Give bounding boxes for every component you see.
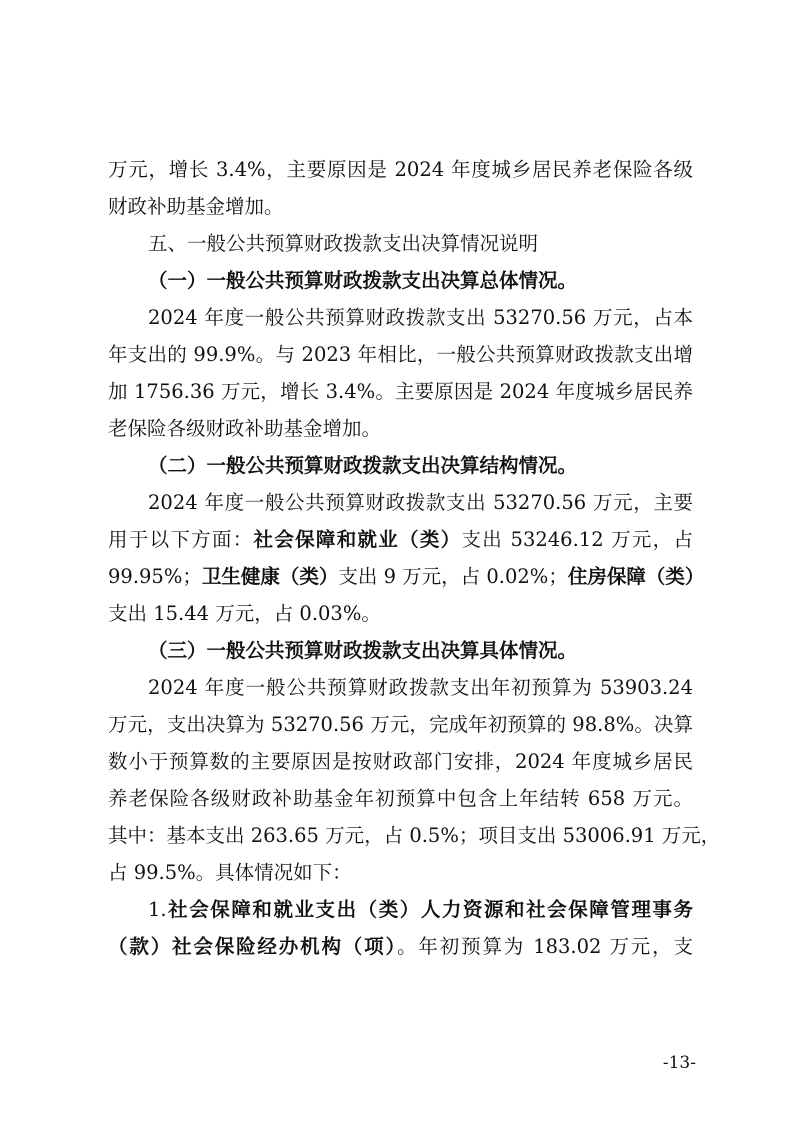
page-number: -13- (662, 1053, 696, 1073)
paragraph-line: 数小于预算数的主要原因是按财政部门安排，2024 年度城乡居民 (108, 750, 693, 773)
subsection-heading: （二）一般公共预算财政拨款支出决算结构情况。 (148, 454, 578, 477)
paragraph-line (108, 526, 693, 554)
paragraph-line: 占 99.5%。具体情况如下： (108, 861, 352, 884)
category-path-label: 社会保障和就业支出（类）人力资源和社会保障管理事务 (166, 898, 693, 921)
paragraph-line: 老保险各级财政补助基金增加。 (108, 417, 382, 440)
paragraph-line (148, 896, 693, 924)
paragraph-line (108, 933, 693, 961)
text-run: 99.95%； (108, 565, 202, 588)
paragraph-line: 2024 年度一般公共预算财政拨款支出 53270.56 万元，占本 (148, 306, 693, 329)
paragraph-line: 支出 15.44 万元，占 0.03%。 (108, 602, 381, 625)
text-run: 支出 9 万元，占 0.02%； (338, 565, 568, 588)
category-label-housing: 住房保障（类） (567, 565, 705, 588)
paragraph-line: 2024 年度一般公共预算财政拨款支出年初预算为 53903.24 (148, 676, 693, 699)
category-label-social-security: 社会保障和就业（类） (253, 528, 462, 551)
paragraph-line: 年支出的 99.9%。与 2023 年相比，一般公共预算财政拨款支出增 (108, 343, 693, 366)
text-run: 用于以下方面： (108, 528, 254, 551)
text-run: 。年初预算为 183.02 万元，支 (397, 935, 693, 958)
text-run: 支出 53246.12 万元，占 (461, 528, 693, 551)
section-heading: 五、一般公共预算财政拨款支出决算情况说明 (148, 232, 539, 255)
category-label-health: 卫生健康（类） (201, 565, 339, 588)
paragraph-line: 养老保险各级财政补助基金年初预算中包含上年结转 658 万元。 (108, 787, 693, 810)
paragraph-line: 万元，增长 3.4%，主要原因是 2024 年度城乡居民养老保险各级 (108, 158, 693, 181)
subsection-heading: （三）一般公共预算财政拨款支出决算具体情况。 (148, 639, 578, 662)
paragraph-line: 2024 年度一般公共预算财政拨款支出 53270.56 万元，主要 (148, 491, 693, 514)
paragraph-line: 万元，支出决算为 53270.56 万元，完成年初预算的 98.8%。决算 (108, 713, 693, 736)
paragraph-line: 加 1756.36 万元，增长 3.4%。主要原因是 2024 年度城乡居民养 (108, 380, 693, 403)
subsection-heading: （一）一般公共预算财政拨款支出决算总体情况。 (148, 269, 578, 292)
category-path-label: （款）社会保险经办机构（项） (108, 935, 398, 958)
paragraph-line: 其中：基本支出 263.65 万元，占 0.5%；项目支出 53006.91 万元， (108, 824, 721, 847)
list-number: 1. (148, 898, 167, 921)
paragraph-line (108, 563, 705, 591)
paragraph-line: 财政补助基金增加。 (108, 195, 284, 218)
